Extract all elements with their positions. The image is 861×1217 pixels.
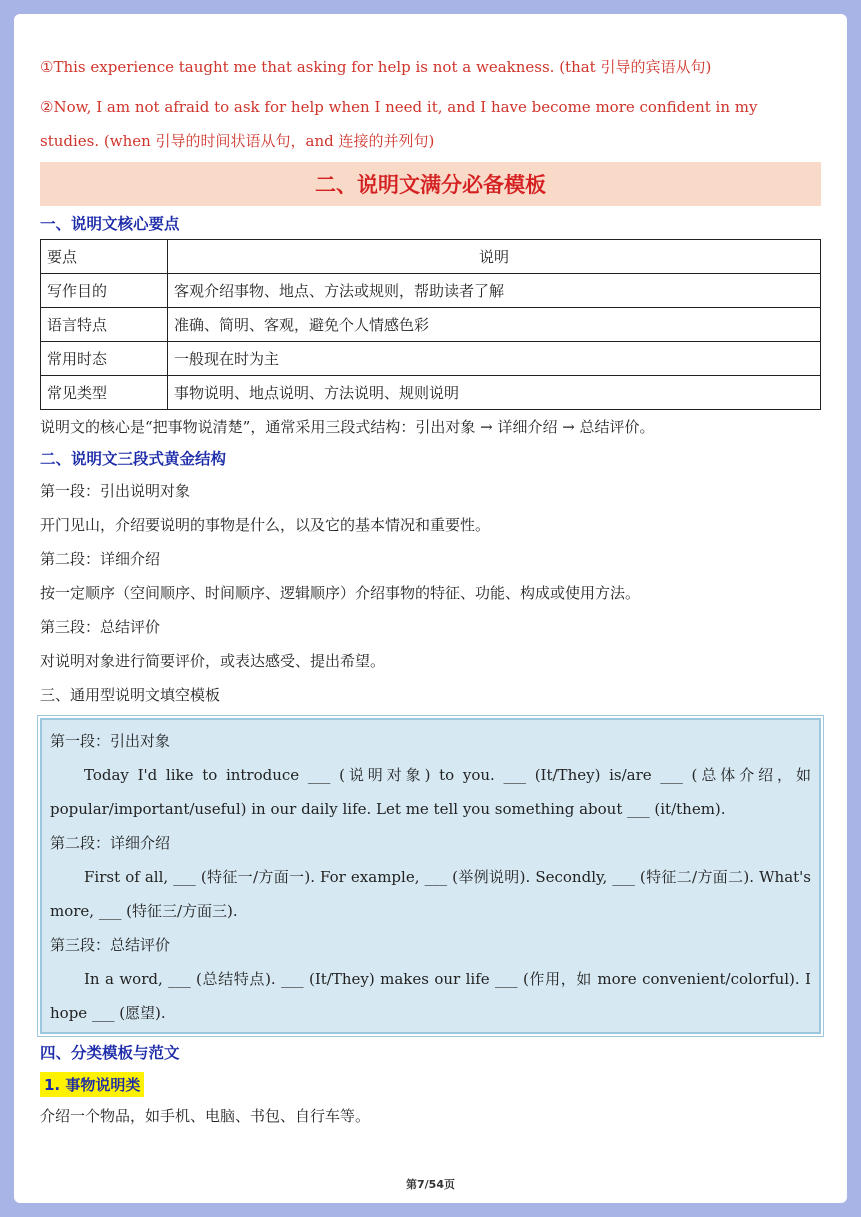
- box-p3-title: 第三段：总结评价: [50, 936, 171, 954]
- table-row: [41, 342, 821, 376]
- heading-structure: 二、说明文三段式黄金结构: [40, 450, 227, 468]
- template-box: [40, 718, 821, 1034]
- table-header-row: [41, 240, 821, 274]
- page-number: 第7/54页: [406, 1178, 455, 1191]
- heading-core-points: 一、说明文核心要点: [40, 215, 180, 233]
- table-cell: 一般现在时为主: [168, 342, 821, 376]
- para1-text: 开门见山，介绍要说明的事物是什么，以及它的基本情况和重要性。: [40, 516, 491, 534]
- table-header-cell: 说明: [168, 240, 821, 274]
- heading-template: 三、通用型说明文填空模板: [40, 686, 221, 704]
- banner-title: 二、说明文满分必备模板: [315, 173, 546, 197]
- para1-title: 第一段：引出说明对象: [40, 482, 191, 500]
- table-row: [41, 308, 821, 342]
- para2-title: 第二段：详细介绍: [40, 550, 161, 568]
- table-cell: 事物说明、地点说明、方法说明、规则说明: [168, 376, 821, 410]
- table-cell: 常用时态: [41, 342, 168, 376]
- para3-text: 对说明对象进行简要评价，或表达感受、提出希望。: [40, 652, 386, 670]
- table-cell: 常见类型: [41, 376, 168, 410]
- example-sentence-2: ②Now, I am not afraid to ask for help when I need it, and I have become more confident in my studies. (when 引导的时间状语从句，and 连接的并列句): [40, 98, 758, 150]
- table-cell: 准确、简明、客观，避免个人情感色彩: [168, 308, 821, 342]
- table-cell: 语言特点: [41, 308, 168, 342]
- para2-text: 按一定顺序（空间顺序、时间顺序、逻辑顺序）介绍事物的特征、功能、构成或使用方法。: [40, 584, 641, 602]
- core-points-table: [40, 239, 821, 410]
- table-header-cell: 要点: [41, 240, 168, 274]
- subheading-wrapper: [40, 1068, 821, 1097]
- example-sentence-1: ①This experience taught me that asking for help is not a weakness. (that 引导的宾语从句): [40, 58, 712, 76]
- box-p2-title: 第二段：详细介绍: [50, 834, 171, 852]
- page-content: [40, 14, 821, 1133]
- box-p1-text: Today I'd like to introduce ___ (说明对象) to you. ___ (It/They) is/are ___ (总体介绍，如 popular/important/useful) in our daily life. Let me tell you something about ___ (it/them).: [50, 766, 811, 818]
- table-row: [41, 376, 821, 410]
- table-cell: 客观介绍事物、地点、方法或规则，帮助读者了解: [168, 274, 821, 308]
- category-text: 介绍一个物品，如手机、电脑、书包、自行车等。: [40, 1107, 371, 1125]
- box-p1-title: 第一段：引出对象: [50, 732, 171, 750]
- section-banner: [40, 162, 821, 206]
- table-cell: 写作目的: [41, 274, 168, 308]
- heading-categories: 四、分类模板与范文: [40, 1044, 180, 1062]
- para3-title: 第三段：总结评价: [40, 618, 161, 636]
- subheading-object-description: 1. 事物说明类: [40, 1072, 144, 1097]
- box-p2-text: First of all, ___ (特征一/方面一). For example, ___ (举例说明). Secondly, ___ (特征二/方面二). What's more, ___ (特征三/方面三).: [50, 868, 811, 920]
- box-p3-text: In a word, ___ (总结特点). ___ (It/They) makes our life ___ (作用，如 more convenient/colorful). I hope ___ (愿望).: [50, 970, 811, 1022]
- table-row: [41, 274, 821, 308]
- core-summary: 说明文的核心是“把事物说清楚”，通常采用三段式结构：引出对象 → 详细介绍 → 总结评价。: [40, 418, 655, 436]
- document-page: [14, 14, 847, 1203]
